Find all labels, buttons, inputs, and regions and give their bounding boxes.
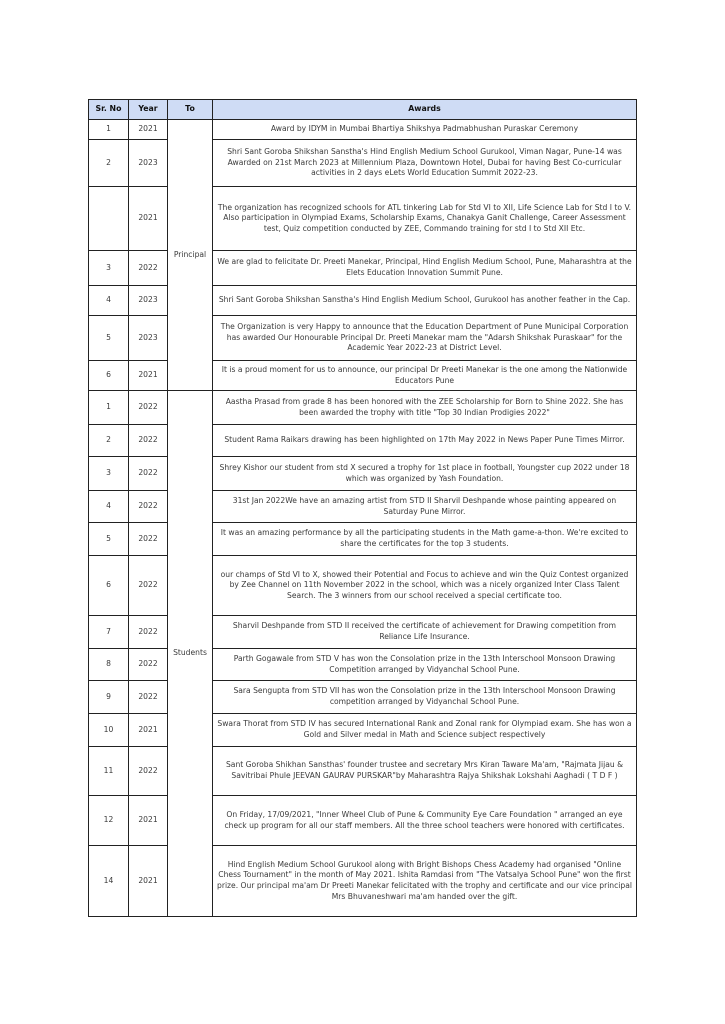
sr-no-cell: 8 (89, 649, 129, 681)
award-cell: The organization has recognized schools for ATL tinkering Lab for Std VI to XII, Life Science Lab for Std I to V. Also participation in Olympiad Exams, Scholarship Exams, Chanakya Ganit Challenge, Career Assessment test, Quiz competition conducted by ZEE, Commando training for std I to Std XII Etc. (213, 187, 637, 251)
sr-no-cell: 12 (89, 796, 129, 846)
sr-no-cell: 6 (89, 361, 129, 391)
award-cell: Hind English Medium School Gurukool along with Bright Bishops Chess Academy had organised "Online Chess Tournament" in the month of May 2021. Ishita Ramdasi from "The Vatsalya School Pune" won the first prize. Our principal ma'am Dr Preeti Manekar felicitated with the trophy and certificate and our vice principal Mrs Bhuvaneshwari ma'am handed over the gift. (213, 846, 637, 917)
award-cell: Swara Thorat from STD IV has secured International Rank and Zonal rank for Olympiad exam. She has won a Gold and Silver medal in Math and Science subject respectively (213, 714, 637, 747)
sr-no-cell: 5 (89, 316, 129, 361)
sr-no-cell: 3 (89, 251, 129, 286)
header-year: Year (129, 100, 168, 120)
year-cell: 2022 (129, 251, 168, 286)
year-cell: 2022 (129, 556, 168, 616)
sr-no-cell: 10 (89, 714, 129, 747)
year-cell: 2022 (129, 425, 168, 457)
sr-no-cell: 1 (89, 120, 129, 140)
header-awards: Awards (213, 100, 637, 120)
year-cell: 2021 (129, 796, 168, 846)
award-cell: It is a proud moment for us to announce, our principal Dr Preeti Manekar is the one among the Nationwide Educators Pune (213, 361, 637, 391)
year-cell: 2022 (129, 649, 168, 681)
year-cell: 2022 (129, 681, 168, 714)
header-sr-no: Sr. No (89, 100, 129, 120)
year-cell: 2023 (129, 140, 168, 187)
award-cell: It was an amazing performance by all the participating students in the Math game-a-thon. We're excited to share the certificates for the top 3 students. (213, 523, 637, 556)
award-cell: The Organization is very Happy to announce that the Education Department of Pune Municipal Corporation has awarded Our Honourable Principal Dr. Preeti Manekar mam the "Adarsh Shikshak Puraskaar" for the Academic Year 2022-23 at District Level. (213, 316, 637, 361)
year-cell: 2021 (129, 714, 168, 747)
sr-no-cell: 4 (89, 286, 129, 316)
award-cell: Award by IDYM in Mumbai Bhartiya Shikshya Padmabhushan Puraskar Ceremony (213, 120, 637, 140)
award-cell: On Friday, 17/09/2021, "Inner Wheel Club of Pune & Community Eye Care Foundation " arranged an eye check up program for all our staff members. All the three school teachers were honored with certificates. (213, 796, 637, 846)
year-cell: 2021 (129, 846, 168, 917)
award-cell: Parth Gogawale from STD V has won the Consolation prize in the 13th Interschool Monsoon Drawing Competition arranged by Vidyanchal School Pune. (213, 649, 637, 681)
table-row (89, 391, 637, 425)
header-row (89, 100, 637, 120)
to-cell-students: Students (168, 391, 213, 917)
sr-no-cell: 6 (89, 556, 129, 616)
to-cell-principal: Principal (168, 120, 213, 391)
year-cell: 2022 (129, 491, 168, 523)
sr-no-cell: 5 (89, 523, 129, 556)
year-cell: 2021 (129, 120, 168, 140)
award-cell: Shri Sant Goroba Shikshan Sanstha's Hind English Medium School, Gurukool has another feather in the Cap. (213, 286, 637, 316)
year-cell: 2021 (129, 187, 168, 251)
sr-no-cell: 3 (89, 457, 129, 491)
sr-no-cell: 14 (89, 846, 129, 917)
award-cell: our champs of Std VI to X, showed their Potential and Focus to achieve and win the Quiz Contest organized by Zee Channel on 11th November 2022 in the school, which was a nicely organized Inter Class Talent Search. The 3 winners from our school received a special certificate too. (213, 556, 637, 616)
year-cell: 2022 (129, 523, 168, 556)
award-cell: Sharvil Deshpande from STD II received the certificate of achievement for Drawing competition from Reliance Life Insurance. (213, 616, 637, 649)
sr-no-cell (89, 187, 129, 251)
year-cell: 2023 (129, 286, 168, 316)
sr-no-cell: 2 (89, 140, 129, 187)
awards-table (88, 99, 637, 917)
year-cell: 2022 (129, 391, 168, 425)
award-cell: Aastha Prasad from grade 8 has been honored with the ZEE Scholarship for Born to Shine 2022. She has been awarded the trophy with title "Top 30 Indian Prodigies 2022" (213, 391, 637, 425)
award-cell: Sara Sengupta from STD VII has won the Consolation prize in the 13th Interschool Monsoon Drawing competition arranged by Vidyanchal School Pune. (213, 681, 637, 714)
award-cell: Shrey Kishor our student from std X secured a trophy for 1st place in football, Youngster cup 2022 under 18 which was organized by Yash Foundation. (213, 457, 637, 491)
year-cell: 2023 (129, 316, 168, 361)
sr-no-cell: 4 (89, 491, 129, 523)
sr-no-cell: 7 (89, 616, 129, 649)
year-cell: 2022 (129, 616, 168, 649)
sr-no-cell: 2 (89, 425, 129, 457)
header-to: To (168, 100, 213, 120)
sr-no-cell: 1 (89, 391, 129, 425)
sr-no-cell: 11 (89, 747, 129, 796)
award-cell: Student Rama Raikars drawing has been highlighted on 17th May 2022 in News Paper Pune Times Mirror. (213, 425, 637, 457)
award-cell: Shri Sant Goroba Shikshan Sanstha's Hind English Medium School Gurukool, Viman Nagar, Pune-14 was Awarded on 21st March 2023 at Millennium Plaza, Downtown Hotel, Dubai for having Best Co-curricular activities in 2 days eLets World Education Summit 2022-23. (213, 140, 637, 187)
awards-table-body (89, 120, 637, 917)
year-cell: 2021 (129, 361, 168, 391)
table-row (89, 120, 637, 140)
award-cell: We are glad to felicitate Dr. Preeti Manekar, Principal, Hind English Medium School, Pune, Maharashtra at the Elets Education Innovation Summit Pune. (213, 251, 637, 286)
sr-no-cell: 9 (89, 681, 129, 714)
award-cell: Sant Goroba Shikhan Sansthas' founder trustee and secretary Mrs Kiran Taware Ma'am, "Rajmata Jijau & Savitribai Phule JEEVAN GAURAV PURSKAR"by Maharashtra Rajya Shikshak Lokshahi Aaghadi ( T D F ) (213, 747, 637, 796)
year-cell: 2022 (129, 457, 168, 491)
award-cell: 31st Jan 2022We have an amazing artist from STD II Sharvil Deshpande whose painting appeared on Saturday Pune Mirror. (213, 491, 637, 523)
year-cell: 2022 (129, 747, 168, 796)
